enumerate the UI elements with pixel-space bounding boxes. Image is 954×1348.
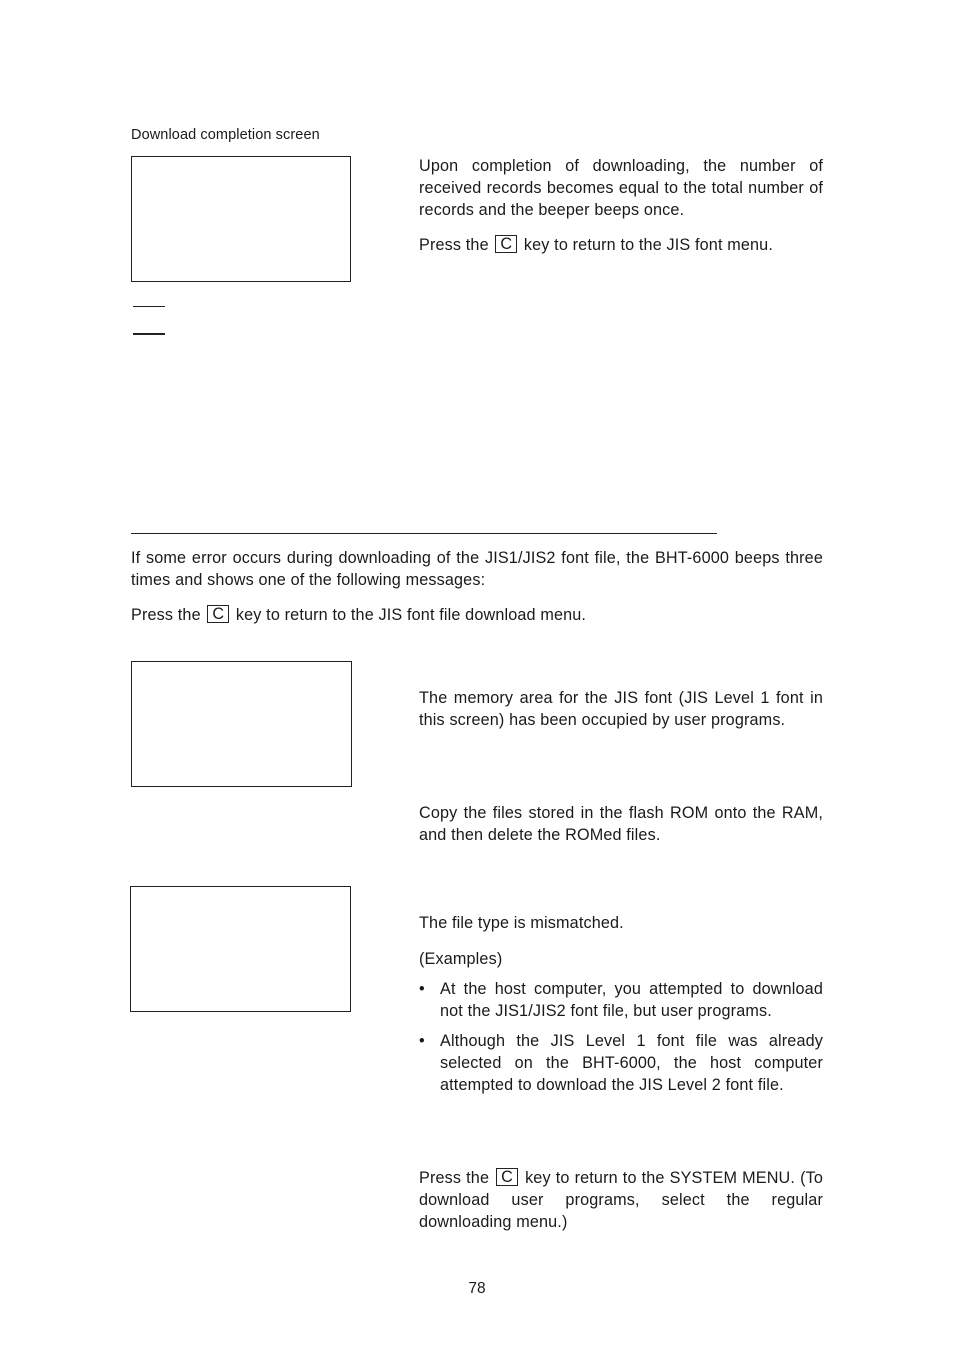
examples-list bbox=[419, 978, 823, 1096]
c-key-icon: C bbox=[496, 1168, 518, 1186]
press-prefix: Press the bbox=[419, 236, 489, 254]
completion-press-line bbox=[419, 234, 823, 256]
list-item bbox=[419, 978, 823, 1022]
error2-press-block bbox=[419, 1167, 823, 1233]
error-intro bbox=[131, 547, 823, 626]
examples-label: (Examples) bbox=[419, 950, 503, 968]
screen-caption: Download completion screen bbox=[131, 127, 320, 143]
page-number: 78 bbox=[468, 1280, 486, 1297]
c-key-icon: C bbox=[207, 605, 229, 623]
example-text: At the host computer, you attempted to download not the JIS1/JIS2 font file, but user programs. bbox=[440, 980, 823, 1020]
completion-text: Upon completion of downloading, the number of received records becomes equal to the total number of records and the beeper beeps once. bbox=[419, 157, 823, 219]
short-rule-1 bbox=[133, 306, 165, 307]
press-suffix: key to return to the JIS font file download menu. bbox=[235, 606, 587, 624]
press-suffix: key to return to the SYSTEM MENU. (To download user programs, select the regular downloading menu.) bbox=[419, 1169, 824, 1231]
error1-text: The memory area for the JIS font (JIS Level 1 font in this screen) has been occupied by user programs. bbox=[419, 689, 823, 729]
example-text: Although the JIS Level 1 font file was already selected on the BHT-6000, the host computer attempted to download the JIS Level 2 font file. bbox=[440, 1032, 823, 1094]
error1-remedy bbox=[419, 802, 823, 846]
error2-text: The file type is mismatched. bbox=[419, 914, 624, 932]
completion-screen-box bbox=[131, 156, 351, 282]
short-rule-2 bbox=[133, 333, 165, 335]
bullet-icon: • bbox=[419, 1032, 425, 1050]
bullet-icon: • bbox=[419, 980, 425, 998]
error-intro-press-line bbox=[131, 604, 823, 626]
error1-remedy-text: Copy the files stored in the flash ROM onto the RAM, and then delete the ROMed files. bbox=[419, 804, 823, 844]
error-intro-text: If some error occurs during downloading of the JIS1/JIS2 font file, the BHT-6000 beeps three times and shows one of the following messages: bbox=[131, 549, 823, 589]
error1-description bbox=[419, 687, 823, 731]
error2-press-line bbox=[419, 1167, 823, 1233]
error2-screen-box bbox=[130, 886, 351, 1012]
list-item bbox=[419, 1030, 823, 1096]
section-divider bbox=[131, 533, 717, 534]
c-key-icon: C bbox=[495, 235, 517, 253]
press-suffix: key to return to the JIS font menu. bbox=[523, 236, 773, 254]
press-prefix: Press the bbox=[419, 1169, 490, 1187]
error1-screen-box bbox=[131, 661, 352, 787]
press-prefix: Press the bbox=[131, 606, 201, 624]
completion-description bbox=[419, 155, 823, 256]
error2-description bbox=[419, 912, 823, 1104]
